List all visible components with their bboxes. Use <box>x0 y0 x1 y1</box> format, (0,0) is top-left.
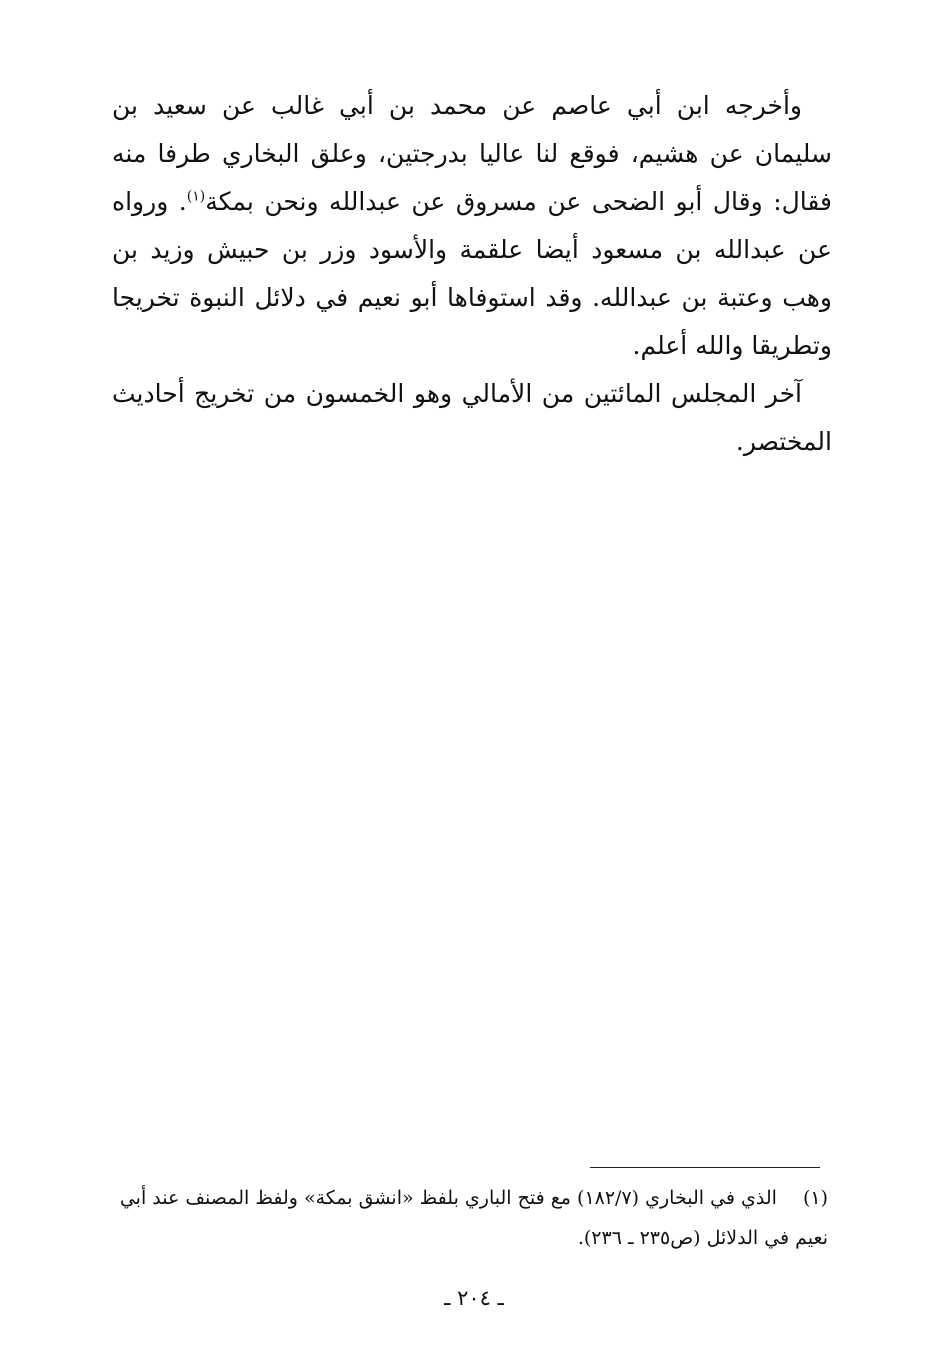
footnote-text: الذي في البخاري (١٨٢/٧) مع فتح الباري بلفظ «انشق بمكة» ولفظ المصنف عند أبي نعيم في الدلائل (ص٢٣٥ ـ ٢٣٦). <box>119 1187 828 1249</box>
footnote-1 <box>112 1178 828 1258</box>
paragraph-2: آخر المجلس المائتين من الأمالي وهو الخمسون من تخريج أحاديث المختصر. <box>112 379 832 456</box>
footnote-number: (١) <box>802 1187 828 1209</box>
page-number: ـ ٢٠٤ ـ <box>444 1286 504 1310</box>
paragraph-1 <box>112 82 832 370</box>
paragraph-1-continuation: . ورواه عن عبدالله بن مسعود أيضا علقمة والأسود وزر بن حبيش وزيد بن وهب وعتبة بن عبدالله. وقد استوفاها أبو نعيم في دلائل النبوة تخريجا وتطريقا والله أعلم. <box>112 187 832 360</box>
footnotes-section <box>112 1178 828 1258</box>
main-text <box>112 82 832 466</box>
paragraph-1-text: وأخرجه ابن أبي عاصم عن محمد بن أبي غالب عن سعيد بن سليمان عن هشيم، فوقع لنا عاليا بدرجتين، وعلق البخاري طرفا منه فقال: وقال أبو الضحى عن مسروق عن عبدالله ونحن بمكة <box>112 91 832 216</box>
footnote-reference: (١) <box>186 188 206 205</box>
footnote-separator <box>590 1167 820 1168</box>
